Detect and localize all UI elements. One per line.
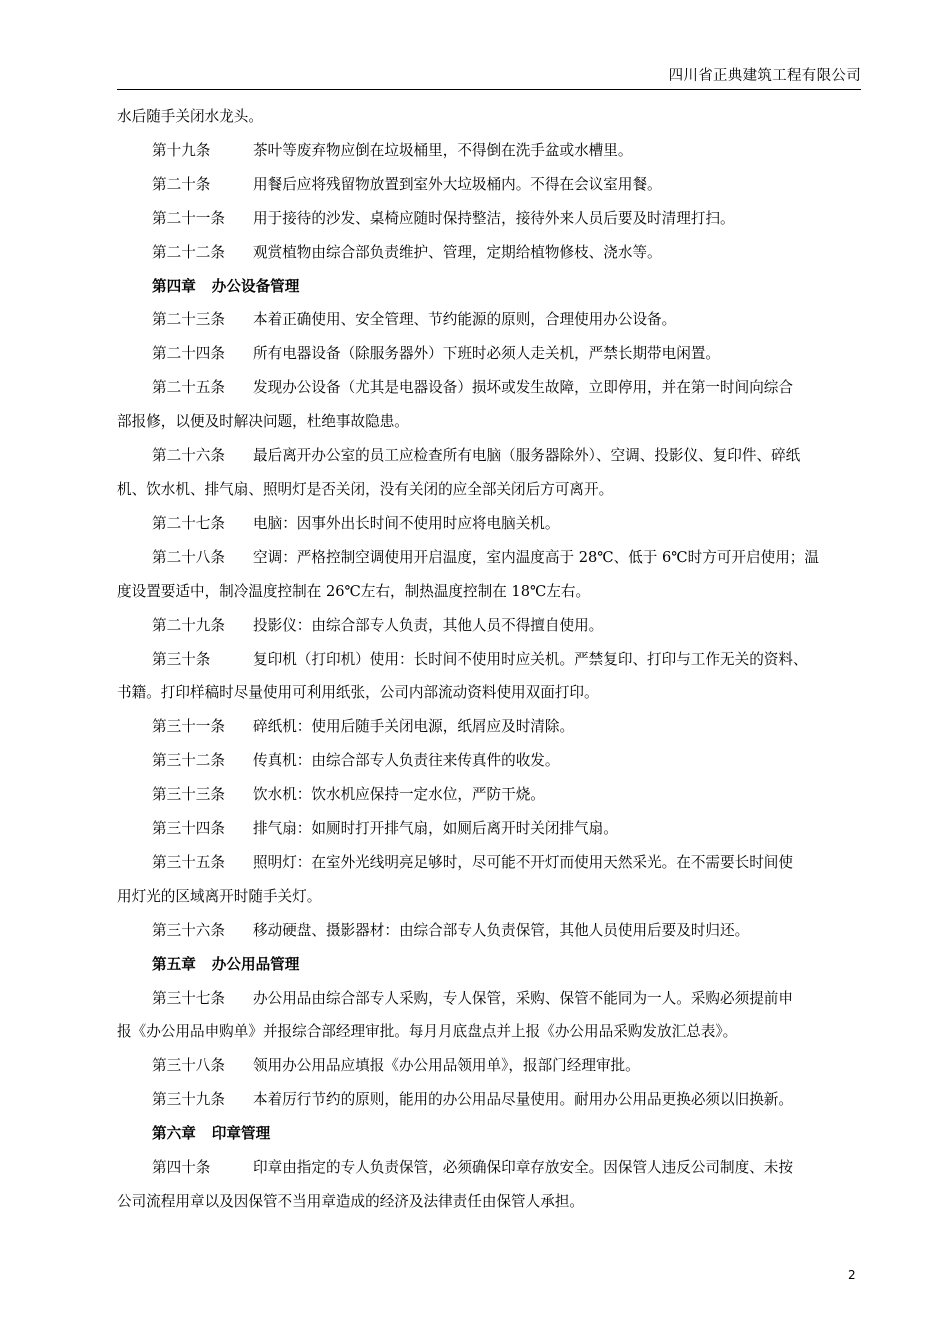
article-line	[117, 371, 861, 405]
article-line	[117, 1151, 861, 1185]
article-text: 本着厉行节约的原则，能用的办公用品尽量使用。耐用办公用品更换必须以旧换新。	[253, 1091, 793, 1109]
article-number: 第三十三条	[152, 786, 225, 804]
page-number: 2	[848, 1268, 856, 1282]
article-text: 移动硬盘、摄影器材：由综合部专人负责保管，其他人员使用后要及时归还。	[253, 921, 750, 939]
article-number: 第二十七条	[152, 514, 225, 532]
continuation-line: 度设置要适中，制冷温度控制在 26℃左右，制热温度控制在 18℃左右。	[117, 582, 591, 600]
article-number: 第二十八条	[152, 548, 225, 566]
article-line	[117, 134, 861, 168]
article-number: 第三十五条	[152, 853, 225, 871]
article-line	[117, 541, 861, 575]
article-line	[117, 643, 861, 677]
chapter-label: 第六章	[152, 1125, 196, 1143]
article-line	[117, 507, 861, 541]
article-line	[117, 1049, 861, 1083]
article-text: 发现办公设备（尤其是电器设备）损坏或发生故障，立即停用，并在第一时间向综合	[253, 379, 793, 397]
article-line	[117, 337, 861, 371]
chapter-heading	[117, 1117, 861, 1151]
article-line	[117, 812, 861, 846]
article-text: 领用办公用品应填报《办公用品领用单》，报部门经理审批。	[253, 1057, 640, 1075]
article-text: 排气扇：如厕时打开排气扇，如厕后离开时关闭排气扇。	[253, 820, 618, 838]
article-text: 复印机（打印机）使用：长时间不使用时应关机。严禁复印、打印与工作无关的资料、	[253, 650, 808, 668]
article-text: 投影仪：由综合部专人负责，其他人员不得擅自使用。	[253, 616, 604, 634]
article-number: 第二十条	[152, 175, 211, 193]
continuation-line: 报《办公用品申购单》并报综合部经理审批。每月月底盘点并上报《办公用品采购发放汇总表》。	[117, 1023, 738, 1041]
article-line	[117, 303, 861, 337]
article-number: 第三十二条	[152, 752, 225, 770]
article-text: 最后离开办公室的员工应检查所有电脑（服务器除外）、空调、投影仪、复印件、碎纸	[253, 447, 801, 465]
article-text: 传真机：由综合部专人负责往来传真件的收发。	[253, 752, 560, 770]
continuation-line: 机、饮水机、排气扇、照明灯是否关闭，没有关闭的应全部关闭后方可离开。	[117, 480, 614, 498]
article-line	[117, 914, 861, 948]
article-line	[117, 1083, 861, 1117]
article-number: 第十九条	[152, 141, 211, 159]
article-number: 第三十条	[152, 650, 211, 668]
continuation-line: 部报修，以便及时解决问题，杜绝事故隐患。	[117, 413, 409, 431]
article-number: 第四十条	[152, 1159, 211, 1177]
article-text: 茶叶等废弃物应倒在垃圾桶里，不得倒在洗手盆或水槽里。	[253, 141, 633, 159]
article-text: 观赏植物由综合部负责维护、管理，定期给植物修枝、浇水等。	[253, 243, 662, 261]
article-text: 空调：严格控制空调使用开启温度，室内温度高于 28℃、低于 6℃时方可开启使用；温	[253, 548, 819, 566]
article-number: 第三十六条	[152, 921, 225, 939]
article-text: 电脑：因事外出长时间不使用时应将电脑关机。	[253, 514, 560, 532]
article-number: 第二十五条	[152, 379, 225, 397]
article-number: 第三十七条	[152, 989, 225, 1007]
article-number: 第二十六条	[152, 447, 225, 465]
article-line	[117, 609, 861, 643]
article-line	[117, 236, 861, 270]
article-number: 第二十九条	[152, 616, 225, 634]
article-text: 印章由指定的专人负责保管，必须确保印章存放安全。因保管人违反公司制度、未按	[253, 1159, 793, 1177]
article-number: 第二十三条	[152, 311, 225, 329]
article-line	[117, 778, 861, 812]
article-text: 办公用品由综合部专人采购，专人保管，采购、保管不能同为一人。采购必须提前申	[253, 989, 793, 1007]
article-number: 第三十九条	[152, 1091, 225, 1109]
article-text: 碎纸机：使用后随手关闭电源，纸屑应及时清除。	[253, 718, 575, 736]
article-number: 第二十二条	[152, 243, 225, 261]
article-line	[117, 982, 861, 1016]
company-name: 四川省正典建筑工程有限公司	[668, 68, 861, 84]
continuation-line: 公司流程用章以及因保管不当用章造成的经济及法律责任由保管人承担。	[117, 1193, 585, 1210]
article-text: 用餐后应将残留物放置到室外大垃圾桶内。不得在会议室用餐。	[253, 175, 662, 193]
chapter-heading	[117, 270, 861, 304]
article-number: 第三十四条	[152, 820, 225, 838]
article-number: 第二十四条	[152, 345, 225, 363]
continuation-line: 书籍。打印样稿时尽量使用可利用纸张，公司内部流动资料使用双面打印。	[117, 684, 599, 702]
page-header	[117, 64, 861, 90]
continuation-line: 水后随手关闭水龙头。	[117, 108, 263, 125]
chapter-label: 第五章	[152, 955, 196, 973]
article-number: 第三十一条	[152, 718, 225, 736]
chapter-label: 第四章	[152, 277, 196, 295]
article-text: 所有电器设备（除服务器外）下班时必须人走关机，严禁长期带电闲置。	[253, 345, 721, 363]
chapter-title: 办公设备管理	[211, 277, 300, 295]
article-line	[117, 168, 861, 202]
article-line	[117, 846, 861, 880]
article-number: 第二十一条	[152, 209, 225, 227]
article-line	[117, 439, 861, 473]
article-number: 第三十八条	[152, 1057, 225, 1075]
chapter-title: 办公用品管理	[211, 955, 300, 973]
article-line	[117, 710, 861, 744]
continuation-line: 用灯光的区域离开时随手关灯。	[117, 887, 322, 905]
article-text: 本着正确使用、安全管理、节约能源的原则，合理使用办公设备。	[253, 311, 677, 329]
chapter-heading	[117, 948, 861, 982]
document-body	[117, 100, 861, 1219]
article-text: 照明灯：在室外光线明亮足够时，尽可能不开灯而使用天然采光。在不需要长时间使	[253, 853, 793, 871]
article-text: 饮水机：饮水机应保持一定水位，严防干烧。	[253, 786, 545, 804]
article-line	[117, 202, 861, 236]
chapter-title: 印章管理	[211, 1125, 271, 1143]
article-line	[117, 744, 861, 778]
article-text: 用于接待的沙发、桌椅应随时保持整洁，接待外来人员后要及时清理打扫。	[253, 209, 735, 227]
